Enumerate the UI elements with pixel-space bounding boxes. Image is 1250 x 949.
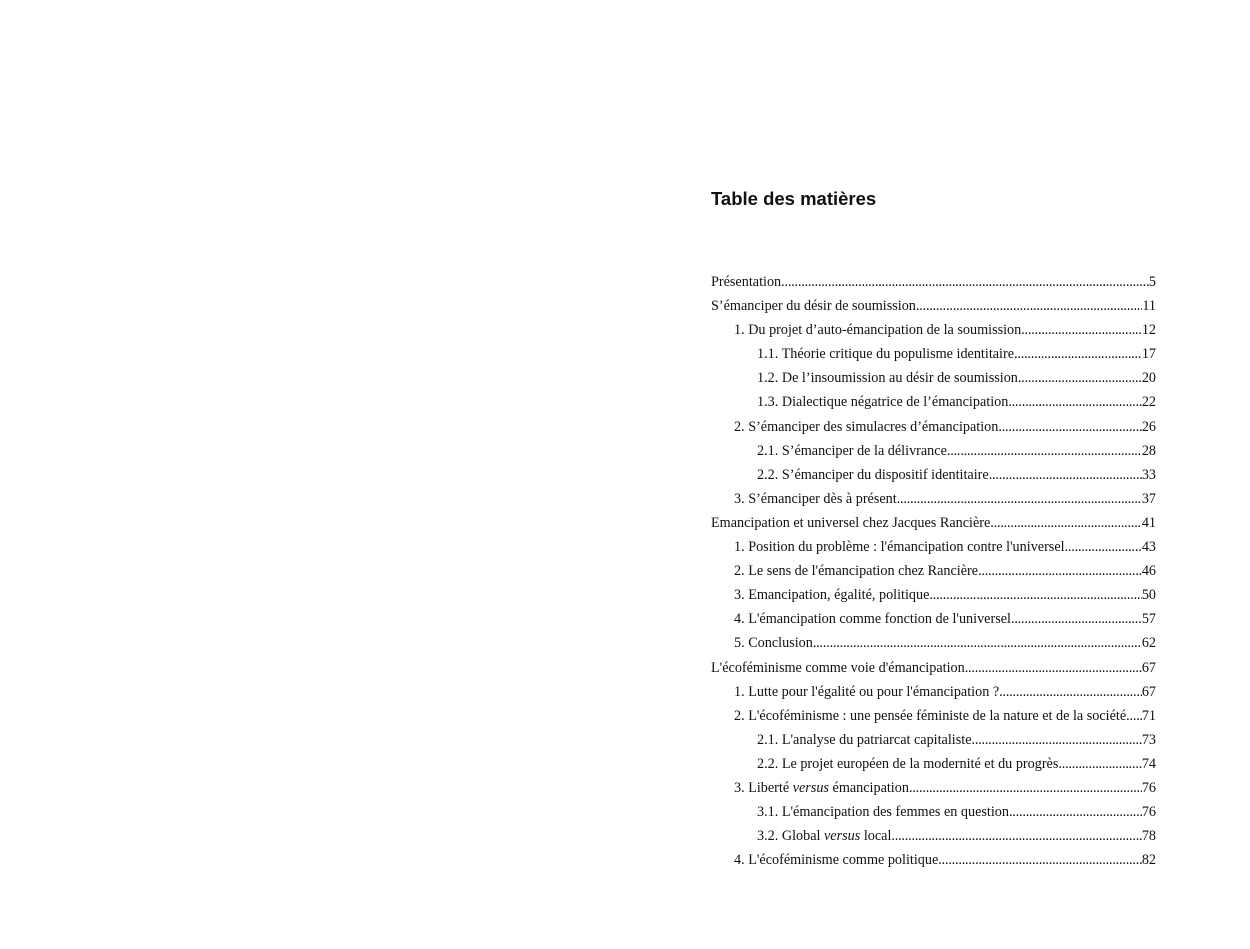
dot-leader	[891, 824, 1141, 848]
toc-entry-page-number: 41	[1141, 514, 1156, 531]
toc-entry-title: 2.1. L'analyse du patriarcat capitaliste	[757, 731, 972, 748]
toc-entry-title-end: émancipation	[828, 779, 909, 796]
toc-entry-title-italic: versus	[824, 828, 861, 845]
dot-leader	[1126, 704, 1142, 728]
toc-entry-3-2-1[interactable]	[711, 728, 1156, 752]
toc-entry-page-number: 50	[1141, 587, 1156, 604]
toc-entry-title: S’émanciper du désir de soumission	[711, 298, 916, 315]
toc-entry-2-2[interactable]	[711, 559, 1156, 583]
toc-entry-page-number: 82	[1141, 852, 1156, 869]
toc-entry-2-4[interactable]	[711, 607, 1156, 631]
toc-entry-title: Emancipation et universel chez Jacques Rancière	[711, 514, 991, 531]
toc-entry-title: 2.1. S’émanciper de la délivrance	[757, 442, 947, 459]
dot-leader	[929, 583, 1141, 607]
dot-leader	[999, 680, 1142, 704]
toc-entry-title: 2. L'écoféminisme : une pensée féministe de la nature et de la société	[734, 707, 1127, 724]
dot-leader	[1008, 390, 1141, 414]
toc-entry-page-number: 74	[1141, 755, 1156, 772]
dot-leader	[909, 776, 1142, 800]
toc-entry-title: 3.1. L'émancipation des femmes en question	[757, 804, 1009, 821]
toc-entry-3-1[interactable]	[711, 680, 1156, 704]
toc-entry-title-italic: versus	[792, 779, 829, 796]
dot-leader	[998, 415, 1141, 439]
dot-leader	[978, 559, 1142, 583]
toc-entry-page-number: 28	[1141, 442, 1156, 459]
dot-leader	[1065, 535, 1142, 559]
toc-entry-page-number: 62	[1141, 635, 1156, 652]
toc-entry-1-2-2[interactable]	[711, 463, 1156, 487]
toc-entry-page-number: 73	[1141, 731, 1156, 748]
toc-entry-title: 5. Conclusion	[734, 635, 813, 652]
toc-entry-1-1-1[interactable]	[711, 342, 1156, 366]
toc-entry-chapter-3[interactable]	[711, 656, 1156, 680]
dot-leader	[916, 294, 1142, 318]
toc-entry-title: 2. S’émanciper des simulacres d’émancipation	[734, 418, 999, 435]
toc-entry-1-1[interactable]	[711, 318, 1156, 342]
toc-entry-title: 4. L'écoféminisme comme politique	[734, 852, 939, 869]
dot-leader	[781, 270, 1149, 294]
toc-entry-title: 2.2. S’émanciper du dispositif identitaire	[757, 466, 989, 483]
toc-entry-1-3[interactable]	[711, 487, 1156, 511]
dot-leader	[947, 439, 1142, 463]
toc-entry-title: 1. Lutte pour l'égalité ou pour l'émancipation ?	[734, 683, 1000, 700]
dot-leader	[1014, 342, 1142, 366]
toc-entry-2-1[interactable]	[711, 535, 1156, 559]
toc-entry-title: 1.2. De l’insoumission au désir de soumission	[757, 370, 1018, 387]
toc-entry-page-number: 78	[1141, 828, 1156, 845]
toc-entry-page-number: 17	[1141, 346, 1156, 363]
toc-entry-3-3-2[interactable]	[711, 824, 1156, 848]
dot-leader	[813, 631, 1142, 655]
dot-leader	[897, 487, 1142, 511]
toc-entry-2-3[interactable]	[711, 583, 1156, 607]
toc-entry-title: 1. Du projet d’auto-émancipation de la soumission	[734, 322, 1022, 339]
toc-entry-presentation[interactable]	[711, 270, 1156, 294]
toc-entry-page-number: 26	[1141, 418, 1156, 435]
toc-entry-3-2-2[interactable]	[711, 752, 1156, 776]
toc-entry-title: L'écoféminisme comme voie d'émancipation	[711, 659, 965, 676]
toc-entry-3-3[interactable]	[711, 776, 1156, 800]
dot-leader	[990, 511, 1142, 535]
toc-entry-page-number: 43	[1141, 539, 1156, 556]
toc-entry-page-number: 67	[1141, 683, 1156, 700]
toc-entry-page-number: 76	[1141, 779, 1156, 796]
toc-entry-title: 3. S’émanciper dès à présent	[734, 490, 897, 507]
toc-entry-page-number: 22	[1141, 394, 1156, 411]
toc-entry-1-2-1[interactable]	[711, 439, 1156, 463]
toc-entry-title-start: 3.2. Global	[757, 828, 824, 845]
toc-entry-page-number: 67	[1141, 659, 1156, 676]
dot-leader	[965, 656, 1142, 680]
toc-entry-page-number: 57	[1141, 611, 1156, 628]
dot-leader	[972, 728, 1142, 752]
toc-entry-page-number: 11	[1142, 298, 1156, 315]
dot-leader	[989, 463, 1142, 487]
toc-entry-title	[734, 776, 909, 800]
toc-entry-title-start: 3. Liberté	[734, 779, 793, 796]
toc-entry-title: 1.1. Théorie critique du populisme identitaire	[757, 346, 1015, 363]
dot-leader	[1011, 607, 1142, 631]
toc-entry-page-number: 46	[1141, 563, 1156, 580]
toc-entry-title-end: local	[860, 828, 892, 845]
toc-entry-3-4[interactable]	[711, 848, 1156, 872]
toc-entry-title: 1. Position du problème : l'émancipation contre l'universel	[734, 539, 1065, 556]
toc-entry-title: 2. Le sens de l'émancipation chez Rancière	[734, 563, 979, 580]
toc-entry-chapter-2[interactable]	[711, 511, 1156, 535]
table-of-contents-page	[711, 0, 1156, 949]
toc-entry-title: 1.3. Dialectique négatrice de l’émancipation	[757, 394, 1009, 411]
toc-list	[711, 270, 1156, 872]
toc-entry-title: 3. Emancipation, égalité, politique	[734, 587, 930, 604]
toc-entry-chapter-1[interactable]	[711, 294, 1156, 318]
toc-entry-title: Présentation	[711, 274, 782, 290]
toc-entry-page-number: 12	[1141, 322, 1156, 339]
toc-entry-1-2[interactable]	[711, 415, 1156, 439]
toc-entry-page-number: 20	[1141, 370, 1156, 387]
toc-entry-1-1-3[interactable]	[711, 390, 1156, 414]
toc-entry-title: 4. L'émancipation comme fonction de l'universel	[734, 611, 1011, 628]
toc-entry-title: 2.2. Le projet européen de la modernité et du progrès	[757, 755, 1059, 772]
toc-entry-3-2[interactable]	[711, 704, 1156, 728]
toc-entry-title	[757, 824, 891, 848]
dot-leader	[1009, 800, 1142, 824]
toc-entry-page-number: 71	[1141, 707, 1156, 724]
dot-leader	[1058, 752, 1141, 776]
dot-leader	[1018, 366, 1142, 390]
dot-leader	[1021, 318, 1142, 342]
toc-entry-page-number: 33	[1141, 466, 1156, 483]
dot-leader	[938, 848, 1142, 872]
toc-entry-page-number: 76	[1141, 804, 1156, 821]
toc-entry-page-number: 5	[1148, 274, 1156, 290]
toc-entry-1-1-2[interactable]	[711, 366, 1156, 390]
toc-entry-page-number: 37	[1141, 490, 1156, 507]
toc-entry-3-3-1[interactable]	[711, 800, 1156, 824]
page-title: Table des matières	[711, 188, 877, 209]
toc-entry-2-5[interactable]	[711, 631, 1156, 655]
